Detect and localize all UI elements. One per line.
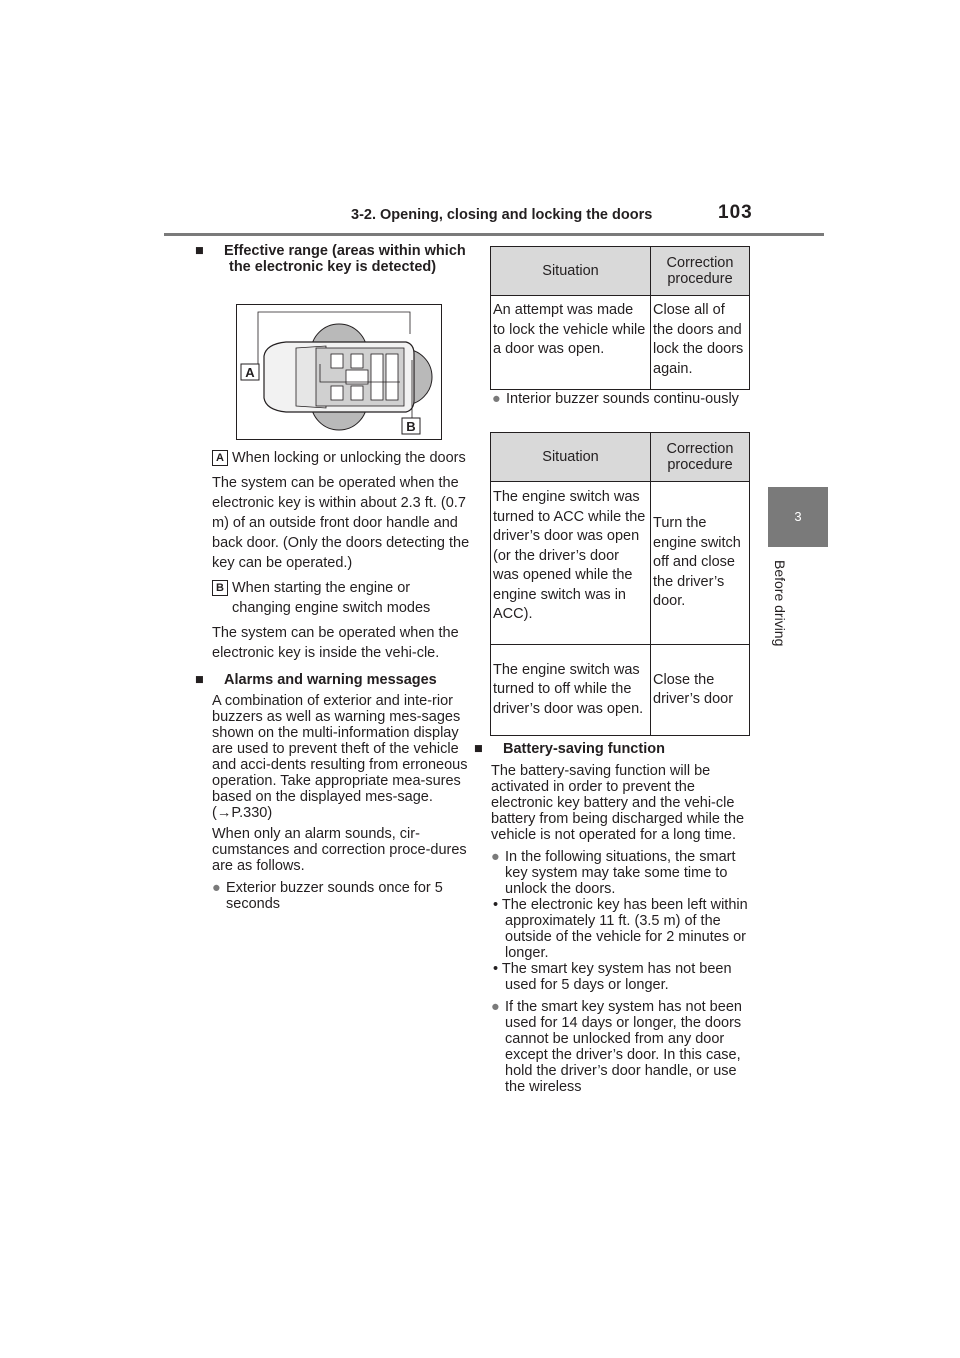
label-b-icon: B: [212, 580, 228, 596]
interior-buzzer-bullet: ● Interior buzzer sounds continu-ously: [492, 391, 739, 407]
table1-cell: An attempt was made to lock the vehicle while a door was open.: [491, 296, 651, 390]
table2-cell: Turn the engine switch off and close the driver’s door.: [651, 482, 750, 645]
battery-saving-text: The battery-saving function will be activated in order to prevent the electronic key battery and the vehi-cle battery from being discharged while the vehicle is not operated for a long time.: [491, 763, 745, 843]
section-title: 3-2. Opening, closing and locking the doors: [351, 207, 653, 223]
header-rule: [164, 233, 824, 236]
alarms-heading: ■ Alarms and warning messages: [195, 672, 437, 688]
left-column: [195, 243, 470, 275]
chapter-label: Before driving: [772, 560, 788, 647]
item-a-description: The system can be operated when the electronic key is within about 2.3 ft. (0.7 m) of an outside front door handle and back door. (Only the doors detecting the key can be operated.): [212, 475, 470, 571]
alarm-only-text: When only an alarm sounds, cir-cumstances and correction proce-dures are as follows.: [212, 826, 467, 874]
situation-table-2: [490, 432, 750, 736]
table2-cell: The engine switch was turned to off while the driver’s door was open.: [491, 645, 651, 736]
circle-bullet-icon: ●: [492, 391, 501, 407]
battery-saving-heading: ■ Battery-saving function: [474, 741, 665, 757]
circle-bullet-icon: ●: [212, 880, 221, 896]
sub-item-1: • The electronic key has been left within approximately 11 ft. (3.5 m) of the outside of the vehicle for 2 minutes or longer.: [493, 897, 748, 961]
page-number: 103: [718, 202, 753, 223]
circle-bullet-icon: ●: [491, 849, 500, 865]
sub-item-2: • The smart key system has not been used for 5 days or longer.: [493, 961, 732, 993]
square-bullet-icon: ■: [474, 741, 483, 757]
table2-cell: Close the driver’s door: [651, 645, 750, 736]
effective-range-heading: ■ Effective range (areas within which the electronic key is detected): [195, 243, 466, 275]
item-a: A When locking or unlocking the doors: [212, 448, 470, 468]
table2-header-correction: Correction procedure: [651, 433, 750, 482]
effective-range-diagram: [236, 304, 442, 440]
right-column-body: [474, 741, 753, 1095]
table1-cell: Close all of the doors and lock the doors again.: [651, 296, 750, 390]
label-a-icon: A: [212, 450, 228, 466]
interior-bullet-block: [492, 391, 750, 407]
situation-table-1: [490, 246, 750, 390]
fourteen-days-bullet: ● If the smart key system has not been used for 14 days or longer, the doors cannot be unlocked from any door except the driver’s door. In this case, hold the driver’s door handle, or use the wireless: [491, 999, 742, 1095]
chapter-tab: 3: [768, 487, 828, 547]
square-bullet-icon: ■: [195, 672, 204, 688]
table2-header-situation: Situation: [491, 433, 651, 482]
figure-label-a: A: [245, 365, 255, 380]
table1-header-situation: Situation: [491, 247, 651, 296]
situations-bullet: ● In the following situations, the smart key system may take some time to unlock the doors.: [491, 849, 736, 897]
vehicle-top-view-diagram: [236, 304, 442, 440]
item-b: B When starting the engine or changing engine switch modes: [212, 578, 470, 618]
table1-header-correction: Correction procedure: [651, 247, 750, 296]
exterior-buzzer-bullet: ● Exterior buzzer sounds once for 5 seconds: [212, 880, 443, 912]
alarms-text: A combination of exterior and inte-rior buzzers as well as warning mes-sages shown on the multi-information display are used to prevent theft of the vehicle and acci-dents resulting from erroneous operation. Take appropriate mea-sures based on the displayed mes-sage. (→P.330): [212, 693, 468, 821]
square-bullet-icon: ■: [195, 243, 204, 259]
figure-label-b: B: [406, 419, 416, 434]
left-column-body: [195, 448, 470, 912]
table2-cell: The engine switch was turned to ACC while the driver’s door was open (or the driver’s door was opened while the engine switch was in ACC).: [491, 482, 651, 645]
circle-bullet-icon: ●: [491, 999, 500, 1015]
item-b-description: The system can be operated when the electronic key is inside the vehi-cle.: [212, 625, 459, 661]
